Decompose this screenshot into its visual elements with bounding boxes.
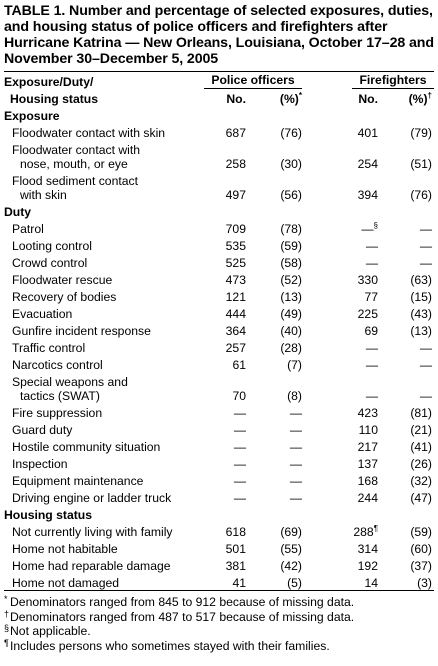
police-count: 687 <box>225 126 246 140</box>
firefighter-percent: — <box>419 389 432 403</box>
police-percent: (5) <box>287 576 302 590</box>
table-row <box>4 420 434 437</box>
table-row <box>4 140 434 171</box>
header-fire-no: No. <box>358 92 378 106</box>
table-row <box>4 321 434 338</box>
footnote-symbol: * <box>4 594 8 604</box>
firefighter-percent: (15) <box>410 290 432 304</box>
police-count: 70 <box>232 389 246 403</box>
footnote-text: Denominators ranged from 487 to 517 because of missing data. <box>10 609 355 624</box>
table-row <box>4 304 434 321</box>
row-label: Fire suppression <box>12 406 103 420</box>
police-count: 41 <box>232 576 246 590</box>
firefighter-count: 168 <box>357 474 378 488</box>
firefighter-count: 192 <box>357 559 378 573</box>
firefighter-count: 254 <box>357 157 378 171</box>
header-police-group: Police officers <box>204 73 302 89</box>
firefighter-count: 423 <box>357 406 378 420</box>
row-label: Equipment maintenance <box>12 474 144 488</box>
row-label-continued: with skin <box>20 188 67 202</box>
firefighter-percent: (60) <box>410 542 432 556</box>
table-row <box>4 471 434 488</box>
firefighter-percent: (37) <box>410 559 432 573</box>
firefighter-count: 137 <box>357 457 378 471</box>
police-percent: (55) <box>280 542 302 556</box>
police-percent: (28) <box>280 341 302 355</box>
firefighter-count: — <box>365 341 378 355</box>
section-title: Exposure <box>4 109 60 123</box>
table-row <box>4 539 434 556</box>
police-count: — <box>233 440 246 454</box>
footnote-mark: § <box>373 221 378 230</box>
firefighter-count: 394 <box>357 188 378 202</box>
firefighter-percent: (76) <box>410 188 432 202</box>
police-percent: — <box>289 406 302 420</box>
footnote-text: Includes persons who sometimes stayed with their families. <box>10 638 330 653</box>
row-label: Home not damaged <box>12 576 120 590</box>
table-row <box>4 355 434 372</box>
firefighter-count: — <box>365 358 378 372</box>
table-row <box>4 171 434 202</box>
firefighter-percent: — <box>419 256 432 270</box>
table-row <box>4 270 434 287</box>
footnote <box>4 639 434 654</box>
row-label: Home not habitable <box>12 542 118 556</box>
table-row <box>4 236 434 253</box>
table-body <box>4 106 434 590</box>
police-count: 381 <box>225 559 246 573</box>
footnote-mark: ¶ <box>373 524 378 533</box>
firefighter-count: 314 <box>357 542 378 556</box>
header-fire-group: Firefighters <box>352 73 434 89</box>
firefighter-count: 110 <box>358 423 378 437</box>
row-label: Special weapons and <box>12 375 128 389</box>
footnote <box>4 595 434 610</box>
row-label: Inspection <box>12 457 68 471</box>
police-count: 497 <box>225 188 246 202</box>
row-label: Home had reparable damage <box>12 559 171 573</box>
table-row <box>4 488 434 505</box>
police-count: — <box>233 457 246 471</box>
table-row <box>4 437 434 454</box>
row-label: Gunfire incident response <box>12 324 151 338</box>
firefighter-count: — <box>365 256 378 270</box>
row-label: Evacuation <box>12 307 73 321</box>
firefighter-percent: — <box>419 222 432 236</box>
police-percent: (40) <box>280 324 302 338</box>
firefighter-percent: (59) <box>410 525 432 539</box>
police-percent: (30) <box>280 157 302 171</box>
police-count: — <box>233 491 246 505</box>
police-percent: (49) <box>280 307 302 321</box>
police-percent: (76) <box>280 126 302 140</box>
data-table <box>4 72 434 590</box>
footnote-text: Not applicable. <box>10 624 91 638</box>
police-count: 444 <box>225 307 246 321</box>
firefighter-percent: (43) <box>410 307 432 321</box>
header-col1-line2: Housing status <box>10 92 99 106</box>
firefighter-count: — <box>361 222 374 236</box>
firefighter-percent: (63) <box>410 273 432 287</box>
firefighter-percent: (26) <box>410 457 432 471</box>
table-row <box>4 338 434 355</box>
police-percent: — <box>289 457 302 471</box>
firefighter-percent: — <box>419 358 432 372</box>
row-label: Guard duty <box>12 423 73 437</box>
police-percent: (58) <box>280 256 302 270</box>
police-percent: (7) <box>287 358 302 372</box>
police-count: 501 <box>225 542 246 556</box>
police-percent: (78) <box>280 222 302 236</box>
firefighter-percent: (51) <box>410 157 432 171</box>
table-row <box>4 287 434 304</box>
police-percent: (52) <box>280 273 302 287</box>
firefighter-count: 330 <box>357 273 378 287</box>
footnote-symbol: † <box>4 608 10 619</box>
firefighter-percent: — <box>419 239 432 253</box>
footnote <box>4 610 434 625</box>
header-row-2 <box>4 89 434 106</box>
footnote-text: Denominators ranged from 845 to 912 because of missing data. <box>10 595 355 609</box>
firefighter-percent: (79) <box>410 126 432 140</box>
table-row <box>4 556 434 573</box>
header-police-no: No. <box>226 92 246 106</box>
row-label: Floodwater contact with <box>12 143 141 157</box>
firefighter-count: — <box>365 389 378 403</box>
police-count: — <box>233 423 246 437</box>
header-col1-line1: Exposure/Duty/ <box>4 75 94 89</box>
firefighter-count: — <box>365 239 378 253</box>
section-title: Duty <box>4 205 32 219</box>
police-pct-footnote-mark: * <box>298 91 302 100</box>
table-row <box>4 454 434 471</box>
police-count: 121 <box>225 290 246 304</box>
police-count: — <box>233 406 246 420</box>
firefighter-percent: — <box>419 341 432 355</box>
police-percent: (69) <box>280 525 302 539</box>
table-row <box>4 123 434 140</box>
row-label: Recovery of bodies <box>12 290 117 304</box>
header-police-pct: (%) <box>279 92 299 106</box>
table-row <box>4 219 434 236</box>
firefighter-count: 217 <box>357 440 378 454</box>
table-row <box>4 253 434 270</box>
police-percent: (42) <box>280 559 302 573</box>
header-row-1 <box>4 72 434 89</box>
row-label: Floodwater contact with skin <box>12 126 166 140</box>
table-row <box>4 573 434 590</box>
police-percent: — <box>289 423 302 437</box>
firefighter-count: 401 <box>357 126 378 140</box>
row-label: Looting control <box>12 239 92 253</box>
section-header <box>4 106 434 123</box>
police-count: 709 <box>225 222 246 236</box>
row-label: Flood sediment contact <box>12 174 139 188</box>
row-label: Floodwater rescue <box>12 273 113 287</box>
police-percent: — <box>289 440 302 454</box>
firefighter-percent: (13) <box>410 324 432 338</box>
police-count: 618 <box>225 525 246 539</box>
table-row <box>4 372 434 403</box>
table-row <box>4 522 434 539</box>
firefighter-percent: (3) <box>417 576 432 590</box>
footnotes <box>4 595 434 653</box>
footnote-symbol: § <box>4 623 10 633</box>
row-label: Crowd control <box>12 256 88 270</box>
police-count: 257 <box>225 341 246 355</box>
row-label: Narcotics control <box>12 358 103 372</box>
firefighter-percent: (32) <box>410 474 432 488</box>
table-title: TABLE 1. Number and percentage of selected exposures, duties, and housing status of police officers and firefighters after Hurricane Katrina — New Orleans, Louisiana, October 17–28 and November 30–December 5, 2005 <box>4 3 434 67</box>
police-percent: — <box>289 491 302 505</box>
firefighter-percent: (41) <box>410 440 432 454</box>
police-count: — <box>233 474 246 488</box>
firefighter-count: 225 <box>357 307 378 321</box>
fire-pct-footnote-mark: † <box>427 91 432 100</box>
section-header <box>4 202 434 219</box>
police-count: 473 <box>225 273 246 287</box>
row-label: Patrol <box>12 222 44 236</box>
table-row <box>4 403 434 420</box>
section-title: Housing status <box>4 508 93 522</box>
bottom-rule <box>4 590 434 591</box>
police-count: 258 <box>225 157 246 171</box>
row-label: Driving engine or ladder truck <box>12 491 172 505</box>
row-label-continued: tactics (SWAT) <box>20 389 100 403</box>
row-label: Hostile community situation <box>12 440 161 454</box>
police-count: 535 <box>225 239 246 253</box>
firefighter-count: 77 <box>364 290 378 304</box>
police-count: 364 <box>225 324 246 338</box>
police-count: 61 <box>232 358 246 372</box>
row-label-continued: nose, mouth, or eye <box>20 157 128 171</box>
firefighter-count: 244 <box>357 491 378 505</box>
police-percent: (13) <box>280 290 302 304</box>
row-label: Not currently living with family <box>12 525 173 539</box>
firefighter-count: 69 <box>364 324 378 338</box>
firefighter-percent: (47) <box>410 491 432 505</box>
police-percent: (59) <box>280 239 302 253</box>
section-header <box>4 505 434 522</box>
row-label: Traffic control <box>12 341 86 355</box>
firefighter-count: 288 <box>353 525 374 539</box>
header-fire-pct: (%) <box>408 92 428 106</box>
firefighter-percent: (21) <box>410 423 432 437</box>
police-percent: (56) <box>280 188 302 202</box>
footnote-symbol: ¶ <box>4 637 9 648</box>
footnote <box>4 624 434 639</box>
police-percent: (8) <box>287 389 302 403</box>
police-count: 525 <box>225 256 246 270</box>
police-percent: — <box>289 474 302 488</box>
firefighter-count: 14 <box>364 576 378 590</box>
firefighter-percent: (81) <box>410 406 432 420</box>
